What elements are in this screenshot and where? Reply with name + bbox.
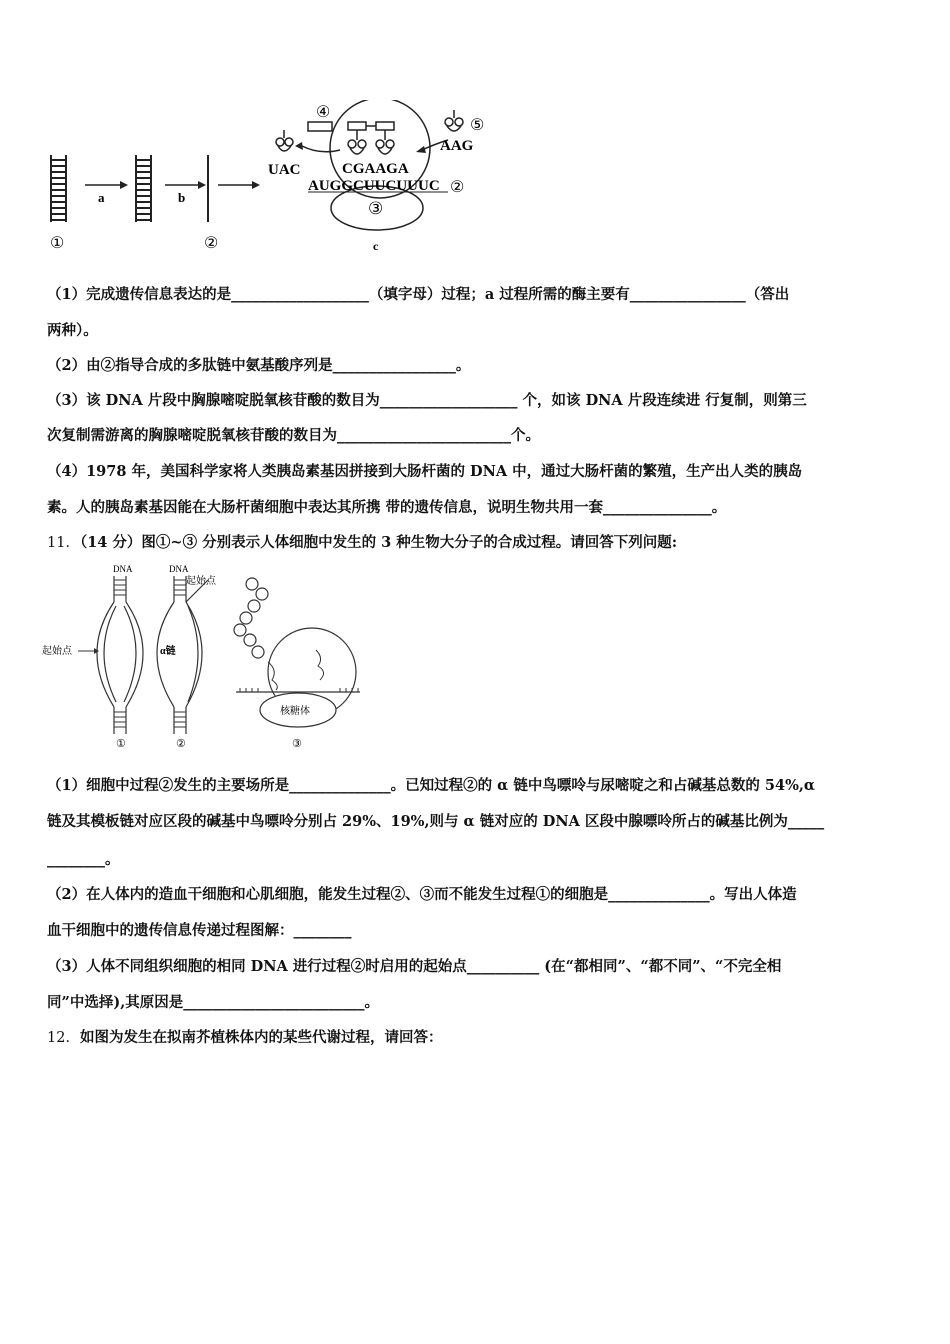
q10-part3-line1: （3）该 DNA 片段中胸腺嘧啶脱氧核苷酸的数目为___________________ 个，如该 DNA 片段连续进 行复制，则第三 xyxy=(47,392,807,409)
trna-pair xyxy=(268,650,324,690)
q11-part1-line1: （1）细胞中过程②发生的主要场所是______________。已知过程②的 α 链中鸟嘌呤与尿嘧啶之和占碱基总数的 54%,α xyxy=(47,777,816,794)
q11-header xyxy=(47,533,677,553)
q11-part3-line1: （3）人体不同组织细胞的相同 DNA 进行过程②时启用的起始点__________ (在“都相同”、“都不同”、“不完全相 xyxy=(47,958,782,975)
q11-part1-line2: 链及其模板链对应区段的碱基中鸟嘌呤分别占 29%、19%,则与 α 链对应的 DNA 区段中腺嘌呤所占的碱基比例为_____ xyxy=(47,813,825,830)
codon-uac: UAC xyxy=(268,162,301,178)
trna-incoming xyxy=(445,110,463,131)
q11-part2-line1: （2）在人体内的造血干细胞和心肌细胞，能发生过程②、③而不能发生过程①的细胞是______________。写出人体造 xyxy=(47,886,797,903)
label-c: c xyxy=(373,239,379,253)
trna-in-ribosome xyxy=(348,130,394,154)
q11-part3-line2: 同”中选择),其原因是_________________________。 xyxy=(47,994,379,1011)
label-2-left: ② xyxy=(204,235,219,252)
codon-aag: AAG xyxy=(440,138,474,154)
fig-dna-label-2: DNA xyxy=(169,564,189,574)
q10-part4-line1: （4）1978 年，美国科学家将人类胰岛素基因拼接到大肠杆菌的 DNA 中，通过大肠杆菌的繁殖，生产出人类的胰岛 xyxy=(47,463,803,480)
label-a: a xyxy=(98,190,105,205)
fig-number-2: ② xyxy=(176,738,186,750)
label-b: b xyxy=(178,190,186,205)
dna-ladder-2 xyxy=(136,155,151,222)
q10-part4-line2: 素。人的胰岛素基因能在大肠杆菌细胞中表达其所携 带的遗传信息，说明生物共用一套_______________。 xyxy=(47,499,727,516)
q12-header xyxy=(47,1028,442,1048)
label-1: ① xyxy=(50,235,65,252)
fig-alpha-chain: α链 xyxy=(160,646,176,657)
q12-text: 如图为发生在拟南芥植株体内的某些代谢过程，请回答： xyxy=(79,1029,443,1046)
dna-ladder-1 xyxy=(51,155,66,222)
fig-number-1: ① xyxy=(116,738,126,750)
fig-number-3: ③ xyxy=(292,738,302,750)
q10-part2: （2）由②指导合成的多肽链中氨基酸序列是_________________。 xyxy=(47,357,471,374)
q10-part1-line2: 两种）。 xyxy=(47,322,98,339)
fig-start-label-1: 起始点 xyxy=(42,646,72,657)
label-2-mrna: ② xyxy=(450,179,465,196)
q11-part1-line3: ________。 xyxy=(47,851,120,868)
fig-start-label-2: 起始点 xyxy=(186,576,216,587)
codon-cgaaga: CGAAGA xyxy=(342,161,409,177)
figure-macromolecule-synthesis xyxy=(40,562,370,752)
replication-bubble xyxy=(97,576,143,734)
label-4: ④ xyxy=(316,104,331,121)
fig-dna-label-1: DNA xyxy=(113,564,133,574)
q11-header-text: （14 分）图①~③ 分别表示人体细胞中发生的 3 种生物大分子的合成过程。请回答下列问题: xyxy=(79,534,678,551)
label-3: ③ xyxy=(368,199,384,218)
polypeptide-chain xyxy=(234,578,268,658)
q12-number: 12． xyxy=(47,1030,80,1046)
q10-part3-line2: 次复制需游离的胸腺嘧啶脱氧核苷酸的数目为________________________个。 xyxy=(47,427,540,444)
trna-leaving xyxy=(276,130,293,151)
mrna-sequence: AUGGCUUCUUUC xyxy=(308,178,440,194)
q11-number: 11． xyxy=(47,535,80,551)
q11-part2-line2: 血干细胞中的遗传信息传递过程图解：________ xyxy=(47,922,352,939)
figure-gene-expression xyxy=(40,100,510,260)
fig-ribosome-label: 核糖体 xyxy=(280,706,310,717)
label-5: ⑤ xyxy=(470,117,485,134)
q10-part1-line1: （1）完成遗传信息表达的是___________________（填字母）过程；a 过程所需的酶主要有________________（答出 xyxy=(47,286,790,303)
